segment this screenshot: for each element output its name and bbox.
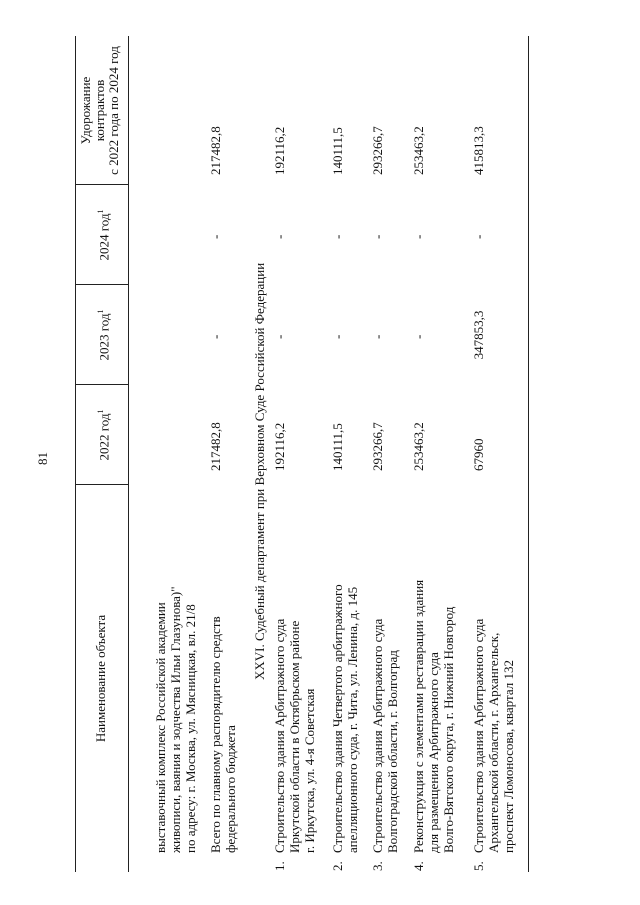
- row-name: [272, 619, 317, 853]
- table-bottom-border: [528, 36, 529, 872]
- text-line: живописи, ваяния и зодчества Ильи Глазунова)": [168, 586, 183, 853]
- text-line: апелляционного суда, г. Чита, ул. Ленина, д. 145: [345, 586, 360, 853]
- text-line: по адресу: г. Москва, ул. Мясницкая, вл. 21/8: [183, 604, 198, 853]
- row-number: 3.: [370, 861, 385, 871]
- header-increase-line: контрактов: [92, 79, 107, 142]
- total-2024: -: [208, 234, 223, 239]
- footnote-mark: 1: [96, 409, 105, 414]
- row-2022: 67960: [471, 438, 486, 471]
- text-line: Строительство здания Арбитражного суда: [370, 618, 385, 853]
- row-2023: -: [272, 334, 287, 339]
- row-2022: 253463,2: [411, 422, 426, 471]
- table-header-bottom-border: [128, 36, 129, 872]
- row-increase: 253463,2: [411, 126, 426, 175]
- text-line: Архангельской области, г. Архангельск,: [486, 632, 501, 853]
- header-increase: [79, 36, 121, 185]
- text-line: Волгоградской области, г. Волгоград: [385, 650, 400, 853]
- text-line: г. Иркутска, ул. 4-я Советская: [302, 688, 317, 853]
- total-label: [208, 616, 238, 853]
- row-2022: 192116,2: [272, 422, 287, 471]
- text-line: Строительство здания Арбитражного суда: [471, 618, 486, 853]
- section-title: XXVI. Судебный департамент при Верховном Суде Российской Федерации: [252, 262, 267, 680]
- text-line: федерального бюджета: [223, 725, 238, 853]
- row-number: 2.: [330, 861, 345, 871]
- footnote-mark: 1: [96, 209, 105, 214]
- header-2022: [94, 385, 111, 485]
- text-line: выставочный комплекс Российской академии: [153, 602, 168, 853]
- header-increase-line: Удорожание: [78, 76, 93, 145]
- row-2023: 347853,3: [471, 310, 486, 360]
- header-2023: [94, 285, 111, 385]
- row-number: 4.: [411, 861, 426, 871]
- continuation-text: [153, 586, 198, 853]
- row-number: 1.: [272, 861, 287, 871]
- row-2023: -: [330, 334, 345, 339]
- row-2024: -: [272, 234, 287, 239]
- row-increase: 293266,7: [370, 126, 385, 175]
- row-name: [330, 584, 360, 853]
- text-line: Строительство здания Арбитражного суда: [272, 618, 287, 853]
- row-2022: 293266,7: [370, 422, 385, 471]
- header-increase-line: с 2022 года по 2024 год: [106, 46, 121, 175]
- row-increase: 140111,5: [330, 127, 345, 175]
- text-line: проспект Ломоносова, квартал 132: [501, 660, 516, 853]
- header-2024-label: 2024 год: [96, 213, 112, 261]
- row-number: 5.: [471, 861, 486, 871]
- text-line: Всего по главному распорядителю средств: [208, 616, 223, 853]
- table-top-border: [75, 36, 76, 872]
- row-name: [411, 580, 456, 853]
- text-line: для размещения Арбитражного суда: [426, 652, 441, 853]
- row-name: [471, 619, 516, 853]
- page-number: 81: [35, 452, 50, 465]
- row-2024: -: [370, 234, 385, 239]
- row-increase: 192116,2: [272, 126, 287, 175]
- row-2023: -: [370, 334, 385, 339]
- total-2023: -: [208, 334, 223, 339]
- row-2023: -: [411, 334, 426, 339]
- header-2024: [94, 185, 111, 285]
- row-2024: -: [471, 234, 486, 239]
- row-increase: 415813,3: [471, 126, 486, 175]
- row-2022: 140111,5: [330, 423, 345, 471]
- header-2023-label: 2023 год: [96, 313, 112, 361]
- text-line: Волго-Вятского округа, г. Нижний Новгород: [441, 606, 456, 853]
- text-line: Иркутской области в Октябрьском районе: [287, 620, 302, 853]
- header-name: Наименование объекта: [93, 614, 108, 743]
- footnote-mark: 1: [96, 309, 105, 314]
- row-2024: -: [411, 234, 426, 239]
- row-name: [370, 619, 400, 853]
- row-2024: -: [330, 234, 345, 239]
- total-increase: 217482,8: [208, 126, 223, 175]
- text-line: Реконструкция с элементами реставрации здания: [411, 579, 426, 853]
- total-2022: 217482,8: [208, 422, 223, 471]
- text-line: Строительство здания Четвертого арбитражного: [330, 584, 345, 853]
- header-2022-label: 2022 год: [96, 413, 112, 461]
